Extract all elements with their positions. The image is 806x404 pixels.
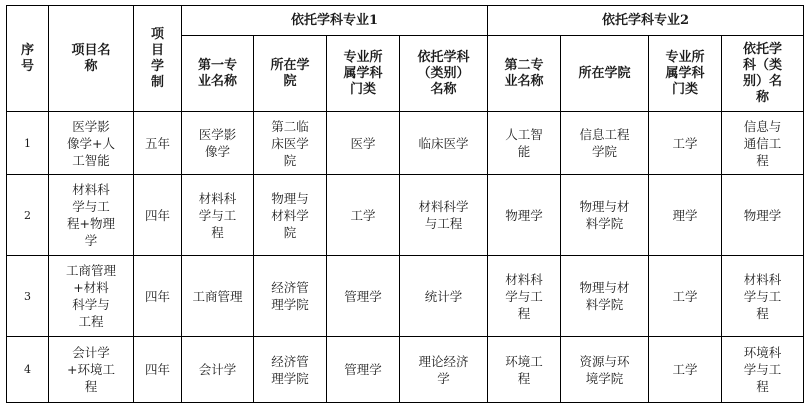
cell-text-line: 材料科	[505, 271, 543, 287]
cell-text-line: 信息与	[743, 118, 782, 134]
cell-text-line: 物理与材	[579, 199, 630, 214]
cell-text-line: 第一专	[197, 57, 237, 73]
cell-discipline-2	[722, 256, 804, 337]
cell-discipline-2	[722, 337, 804, 403]
cell-text-line: 材料科	[198, 190, 237, 206]
cell-text-line: 称	[755, 89, 769, 105]
cell-text-line: 目	[150, 42, 164, 58]
cell-text-line: 会计学	[72, 345, 110, 360]
cell-text-line: 资源与环	[579, 353, 630, 369]
cell-text-line: 像学	[204, 144, 230, 159]
cell-major-2	[488, 175, 561, 256]
cell-text-line: 程	[84, 379, 98, 394]
cell-text-line: 材料科学	[418, 199, 469, 214]
header-college-1	[254, 36, 327, 112]
cell-text-line: 四年	[144, 362, 170, 377]
header-college-2	[561, 36, 649, 112]
table-row	[7, 256, 804, 337]
cell-category-2	[649, 337, 722, 403]
cell-text-line: 第二专	[504, 57, 544, 73]
cell-text-line: 属学科	[343, 65, 383, 81]
cell-text-line: 项目名	[71, 42, 111, 58]
cell-major-1	[182, 337, 254, 403]
header-major-1	[182, 36, 254, 112]
cell-college-1	[254, 256, 327, 337]
cell-text-line: 环境科	[743, 345, 782, 360]
cell-text-line: 理学	[672, 207, 698, 223]
cell-text-line: 床医学	[271, 135, 309, 151]
cell-text-line: 依托学科	[417, 49, 470, 65]
header-group-1: 依托学科专业1	[182, 6, 488, 36]
cell-discipline-2	[722, 175, 804, 256]
cell-text-line: 像学+人	[67, 135, 115, 151]
cell-text-line: 程	[211, 224, 224, 240]
cell-text-line: 学	[150, 58, 164, 74]
cell-text-line: 程	[517, 370, 531, 386]
cell-text-line: 物理学	[743, 207, 782, 223]
cell-text-line: 四年	[144, 207, 170, 223]
header-category-2	[649, 36, 722, 112]
header-project-name	[49, 6, 134, 112]
cell-project-name	[49, 175, 134, 256]
cell-college-2	[561, 337, 649, 403]
cell-text-line: （类别）	[417, 65, 470, 81]
cell-category-1	[327, 175, 400, 256]
cell-text-line: 1	[24, 136, 31, 150]
cell-text-line: 物理与	[271, 190, 309, 206]
cell-text-line: 经济管	[271, 280, 309, 295]
cell-text-line: 医学影	[198, 127, 237, 142]
cell-text-line: 学与工	[743, 362, 782, 377]
cell-text-line: 物理学	[505, 207, 543, 223]
cell-duration	[134, 337, 182, 403]
cell-text-line: 项	[150, 26, 164, 42]
cell-text-line: 医学影	[72, 118, 110, 134]
program-table	[6, 5, 804, 403]
cell-text-line: 学院	[591, 144, 617, 159]
header-seq	[7, 6, 49, 112]
cell-college-2	[561, 175, 649, 256]
cell-text-line: 材料学	[271, 207, 309, 223]
cell-text-line: 属学科	[665, 65, 705, 81]
cell-text-line: 料学院	[585, 216, 624, 231]
cell-text-line: 人工智	[505, 127, 543, 142]
cell-category-1	[327, 337, 400, 403]
cell-text-line: 物理与材	[579, 280, 630, 295]
cell-duration	[134, 112, 182, 175]
cell-discipline-1	[400, 256, 488, 337]
table-row	[7, 112, 804, 175]
cell-major-2	[488, 112, 561, 175]
cell-text-line: 业名称	[504, 73, 544, 89]
cell-text-line: 五年	[144, 135, 170, 151]
cell-text-line: 与工程	[424, 216, 463, 231]
cell-text-line: 工商管理	[65, 263, 116, 278]
cell-text-line: 能	[517, 144, 531, 159]
cell-text-line: +环境工	[67, 362, 115, 377]
cell-major-1	[182, 175, 254, 256]
cell-text-line: 理学院	[271, 370, 309, 386]
cell-text-line: 会计学	[198, 362, 237, 377]
cell-text-line: 环境工	[505, 353, 543, 369]
cell-project-name	[49, 256, 134, 337]
cell-text-line: 理学院	[271, 297, 309, 312]
cell-text-line: 院	[283, 73, 297, 89]
cell-text-line: 程+物理	[67, 216, 115, 231]
cell-text-line: 院	[283, 224, 297, 240]
cell-seq	[7, 337, 49, 403]
header-discipline-1	[400, 36, 488, 112]
cell-major-1	[182, 112, 254, 175]
cell-major-1	[182, 256, 254, 337]
cell-text-line: 工学	[672, 135, 698, 151]
cell-text-line: 业名称	[197, 73, 237, 89]
cell-major-2	[488, 337, 561, 403]
cell-text-line: 四年	[144, 288, 170, 304]
cell-text-line: 学	[437, 370, 450, 386]
cell-project-name	[49, 112, 134, 175]
cell-text-line: 经济管	[271, 353, 309, 369]
cell-text-line: 学与工	[72, 199, 110, 214]
cell-text-line: 统计学	[424, 288, 463, 304]
header-group-2: 依托学科专业2	[488, 6, 804, 36]
cell-discipline-1	[400, 337, 488, 403]
cell-seq	[7, 256, 49, 337]
cell-category-2	[649, 175, 722, 256]
cell-text-line: 学与工	[198, 207, 237, 223]
cell-text-line: 程	[756, 305, 769, 321]
cell-category-2	[649, 112, 722, 175]
cell-duration	[134, 256, 182, 337]
cell-discipline-2	[722, 112, 804, 175]
cell-text-line: 专业所	[343, 49, 383, 65]
cell-text-line: 第二临	[271, 118, 309, 134]
cell-text-line: 门类	[671, 81, 698, 97]
cell-text-line: 称	[84, 58, 98, 74]
header-discipline-2	[722, 36, 804, 112]
cell-text-line: 程	[517, 305, 531, 321]
cell-text-line: 序	[20, 42, 34, 58]
cell-text-line: 信息工程	[579, 127, 630, 142]
cell-text-line: 名称	[430, 81, 457, 97]
cell-category-1	[327, 112, 400, 175]
cell-text-line: 工学	[672, 362, 698, 377]
cell-discipline-1	[400, 112, 488, 175]
cell-college-1	[254, 112, 327, 175]
cell-college-1	[254, 175, 327, 256]
header-duration	[134, 6, 182, 112]
cell-text-line: 所在学	[270, 57, 310, 73]
cell-text-line: 材料科	[743, 271, 782, 287]
cell-text-line: 工学	[672, 288, 698, 304]
cell-text-line: 程	[756, 152, 769, 168]
cell-text-line: 科学与	[72, 297, 110, 312]
cell-category-2	[649, 256, 722, 337]
header-category-1	[327, 36, 400, 112]
cell-text-line: 通信工	[743, 135, 782, 151]
cell-text-line: 4	[24, 363, 31, 376]
cell-discipline-1	[400, 175, 488, 256]
cell-text-line: 学与工	[505, 288, 543, 304]
cell-text-line: 号	[20, 58, 34, 74]
cell-text-line: 学	[84, 233, 98, 248]
cell-text-line: 科（类	[742, 57, 782, 73]
cell-text-line: 程	[756, 379, 769, 394]
cell-text-line: 工学	[350, 207, 376, 223]
cell-text-line: 工商管理	[192, 288, 243, 304]
cell-text-line: 境学院	[585, 370, 624, 386]
cell-text-line: 工程	[78, 314, 104, 329]
cell-text-line: 别）名	[742, 73, 782, 89]
table-row	[7, 337, 804, 403]
cell-major-2	[488, 256, 561, 337]
cell-duration	[134, 175, 182, 256]
cell-seq	[7, 175, 49, 256]
header-major-2	[488, 36, 561, 112]
cell-text-line: 2	[24, 208, 31, 222]
cell-text-line: 管理学	[344, 362, 382, 377]
cell-text-line: 工智能	[72, 152, 110, 168]
cell-text-line: 医学	[350, 135, 376, 151]
cell-text-line: 院	[283, 152, 297, 168]
cell-project-name	[49, 337, 134, 403]
cell-text-line: 学与工	[743, 288, 782, 304]
cell-college-1	[254, 337, 327, 403]
cell-college-2	[561, 112, 649, 175]
cell-text-line: 理论经济	[418, 353, 469, 369]
cell-text-line: 3	[24, 289, 31, 303]
cell-text-line: 材料科	[72, 182, 110, 197]
cell-text-line: 门类	[349, 81, 376, 97]
table-row	[7, 175, 804, 256]
cell-text-line: 管理学	[344, 288, 382, 304]
cell-text-line: 料学院	[585, 297, 624, 312]
cell-text-line: 临床医学	[418, 135, 469, 151]
cell-category-1	[327, 256, 400, 337]
cell-text-line: 制	[150, 74, 164, 90]
cell-seq	[7, 112, 49, 175]
cell-text-line: 所在学院	[578, 65, 631, 81]
cell-college-2	[561, 256, 649, 337]
cell-text-line: 专业所	[665, 49, 705, 65]
cell-text-line: 依托学	[742, 41, 782, 57]
cell-text-line: +材料	[73, 280, 109, 295]
